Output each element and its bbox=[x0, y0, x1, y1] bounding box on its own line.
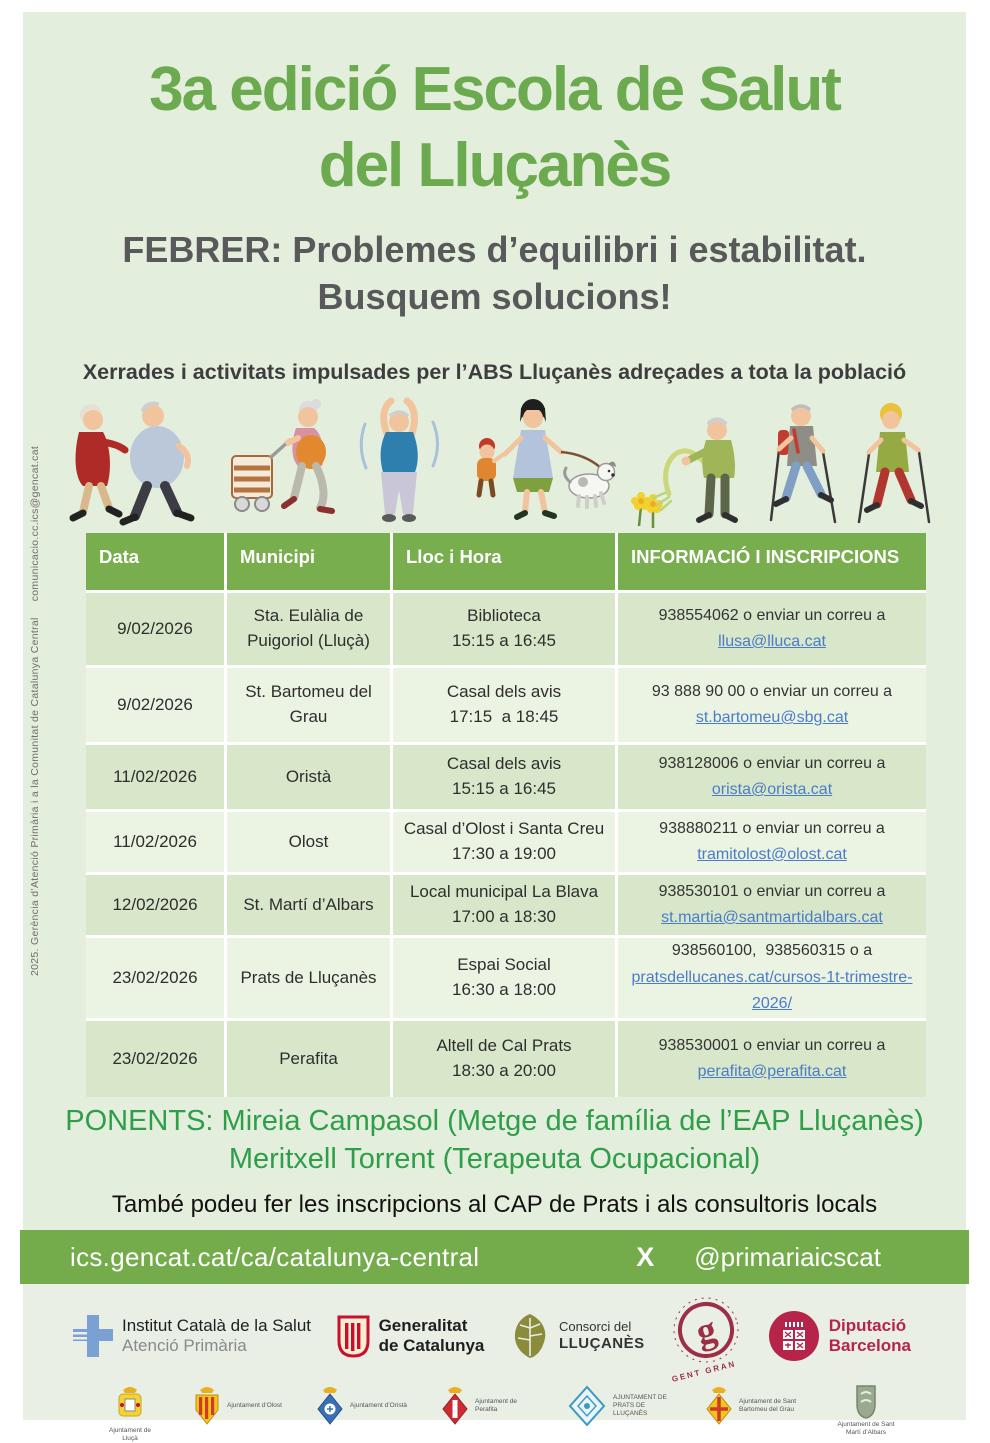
cell-data: 23/02/2026 bbox=[86, 1021, 224, 1097]
cell-data: 11/02/2026 bbox=[86, 745, 224, 809]
logo-ajuntament-perafita: Ajuntament de Perafita bbox=[441, 1384, 533, 1428]
orista-shield-icon bbox=[316, 1384, 344, 1428]
cell-info: 938554062 o enviar un correu a llusa@lluca.cat bbox=[618, 593, 926, 665]
cell-municipi: Prats de Lluçanès bbox=[227, 938, 390, 1018]
logo-consorci-llucanes: Consorci del LLUÇANÈS bbox=[510, 1312, 645, 1360]
cell-info: 938128006 o enviar un correu a orista@orista.cat bbox=[618, 745, 926, 809]
schedule-table bbox=[86, 533, 926, 1097]
cell-lloc-hora: Biblioteca 15:15 a 16:45 bbox=[393, 593, 615, 665]
diputacio-circle-icon bbox=[768, 1310, 820, 1362]
website-url: ics.gencat.cat/ca/catalunya-central bbox=[70, 1241, 480, 1272]
subtitle: FEBRER: Problemes d’equilibri i estabilitat. Busquem solucions! bbox=[122, 229, 867, 317]
lluca-shield-icon bbox=[115, 1384, 145, 1426]
cell-data: 23/02/2026 bbox=[86, 938, 224, 1018]
email-link[interactable]: llusa@lluca.cat bbox=[718, 633, 826, 650]
illustration-man-stretching-icon bbox=[351, 394, 446, 534]
sant-bartomeu-shield-icon bbox=[705, 1384, 733, 1428]
logo-gent-gran bbox=[670, 1294, 742, 1384]
footer-bar bbox=[20, 1230, 969, 1284]
web-link[interactable]: pratsdellucanes.cat/cursos-1t-trimestre-2026/ bbox=[631, 968, 913, 1013]
cell-lloc-hora: Espai Social 16:30 a 18:00 bbox=[393, 938, 615, 1018]
illustration-elderly-couple-walking-icon bbox=[61, 394, 221, 534]
logo-institut-catala-salut: Institut Català de la Salut Atenció Primària bbox=[73, 1313, 311, 1359]
column-header-info: INFORMACIÓ I INSCRIPCIONS bbox=[618, 533, 926, 590]
column-header-lloc-hora: Lloc i Hora bbox=[393, 533, 615, 590]
logo-ajuntament-olost: Ajuntament d’Olost bbox=[193, 1384, 282, 1428]
cell-municipi: Perafita bbox=[227, 1021, 390, 1097]
cell-municipi: Olost bbox=[227, 812, 390, 872]
cell-info: 938530001 o enviar un correu a perafita@perafita.cat bbox=[618, 1021, 926, 1097]
illustration-grandmother-child-dog-icon bbox=[449, 394, 619, 534]
generalitat-shield-icon bbox=[337, 1315, 370, 1358]
x-handle: @primariaicscat bbox=[694, 1241, 881, 1272]
logo-ajuntament-orista: Ajuntament d’Oristà bbox=[316, 1384, 407, 1428]
registration-note: També podeu fer les inscripcions al CAP de Prats i als consultoris locals bbox=[111, 1190, 878, 1218]
cell-info: 938880211 o enviar un correu a tramitolost@olost.cat bbox=[618, 812, 926, 872]
column-header-municipi: Municipi bbox=[227, 533, 390, 590]
svg-text:g: g bbox=[692, 1308, 721, 1354]
email-link[interactable]: tramitolost@olost.cat bbox=[697, 846, 847, 863]
cell-info: 938560100, 938560315 o a pratsdellucanes.cat/cursos-1t-trimestre-2026/ bbox=[618, 938, 926, 1018]
logo-ajuntament-lluca: Ajuntament de Lluçà bbox=[101, 1384, 159, 1443]
speakers-line2: Meritxell Torrent (Terapeuta Ocupacional) bbox=[228, 1143, 761, 1176]
poster bbox=[23, 12, 966, 1443]
cell-municipi: St. Bartomeu del Grau bbox=[227, 668, 390, 742]
cell-lloc-hora: Casal d’Olost i Santa Creu 17:30 a 19:00 bbox=[393, 812, 615, 872]
cell-lloc-hora: Altell de Cal Prats 18:30 a 20:00 bbox=[393, 1021, 615, 1097]
title-line1: 3a edició Escola de Salut bbox=[149, 55, 840, 124]
x-twitter-icon: X bbox=[636, 1241, 655, 1272]
cell-municipi: Sta. Eulàlia de Puigoriol (Lluçà) bbox=[227, 593, 390, 665]
sidebar-credit: 2025. Gerència d’Atenció Primària i a la Comunitat de Catalunya Central comunicacio.cc.ics@gencat.cat bbox=[29, 445, 41, 976]
logo-generalitat-catalunya: Generalitat de Catalunya bbox=[337, 1315, 485, 1358]
cell-municipi: Oristà bbox=[227, 745, 390, 809]
cell-info: 93 888 90 00 o enviar un correu a st.bartomeu@sbg.cat bbox=[618, 668, 926, 742]
cell-info: 938530101 o enviar un correu a st.martia@santmartidalbars.cat bbox=[618, 875, 926, 935]
cell-municipi: St. Martí d’Albars bbox=[227, 875, 390, 935]
illustration-strip bbox=[61, 386, 934, 534]
page-title bbox=[23, 52, 966, 203]
logo-diputacio-barcelona: Diputació Barcelona bbox=[768, 1310, 911, 1362]
cell-data: 11/02/2026 bbox=[86, 812, 224, 872]
column-header-data: Data bbox=[86, 533, 224, 590]
sant-marti-shield-icon bbox=[853, 1384, 879, 1420]
title-line2: del Lluçanès bbox=[318, 130, 671, 200]
speakers-line1: PONENTS: Mireia Campasol (Metge de família de l’EAP Lluçanès) bbox=[65, 1105, 924, 1137]
ics-cross-icon bbox=[73, 1313, 113, 1359]
cell-data: 9/02/2026 bbox=[86, 593, 224, 665]
logos-section bbox=[23, 1284, 966, 1443]
gent-gran-label: GENT GRAN bbox=[671, 1359, 738, 1384]
email-link[interactable]: orista@orista.cat bbox=[711, 781, 833, 798]
logo-ajuntament-sant-bartomeu: Ajuntament de Sant Bartomeu del Grau bbox=[705, 1384, 797, 1428]
perafita-shield-icon bbox=[441, 1384, 469, 1428]
illustration-woman-shopping-trolley-icon bbox=[224, 394, 349, 534]
email-link[interactable]: st.bartomeu@sbg.cat bbox=[695, 709, 849, 726]
tagline: Xerrades i activitats impulsades per l’ABS Lluçanès adreçades a tota la població bbox=[82, 360, 907, 384]
cell-data: 9/02/2026 bbox=[86, 668, 224, 742]
email-link[interactable]: perafita@perafita.cat bbox=[697, 1063, 847, 1080]
olost-shield-icon bbox=[193, 1384, 221, 1428]
cell-lloc-hora: Casal dels avis 15:15 a 16:45 bbox=[393, 745, 615, 809]
illustration-nordic-walkers-icon bbox=[749, 394, 934, 534]
cell-lloc-hora: Local municipal La Blava 17:00 a 18:30 bbox=[393, 875, 615, 935]
logo-ajuntament-sant-marti: Ajuntament de Sant Martí d’Albars bbox=[831, 1384, 901, 1437]
email-link[interactable]: st.martia@santmartidalbars.cat bbox=[661, 909, 883, 926]
logo-ajuntament-prats: AJUNTAMENT DE PRATS DE LLUÇANÈS bbox=[567, 1384, 671, 1428]
cell-lloc-hora: Casal dels avis 17:15 a 18:45 bbox=[393, 668, 615, 742]
leaf-icon bbox=[510, 1312, 550, 1360]
illustration-man-watering-flowers-icon bbox=[621, 394, 746, 534]
cell-data: 12/02/2026 bbox=[86, 875, 224, 935]
prats-diamond-icon bbox=[567, 1384, 607, 1428]
speakers-section bbox=[23, 1102, 966, 1219]
